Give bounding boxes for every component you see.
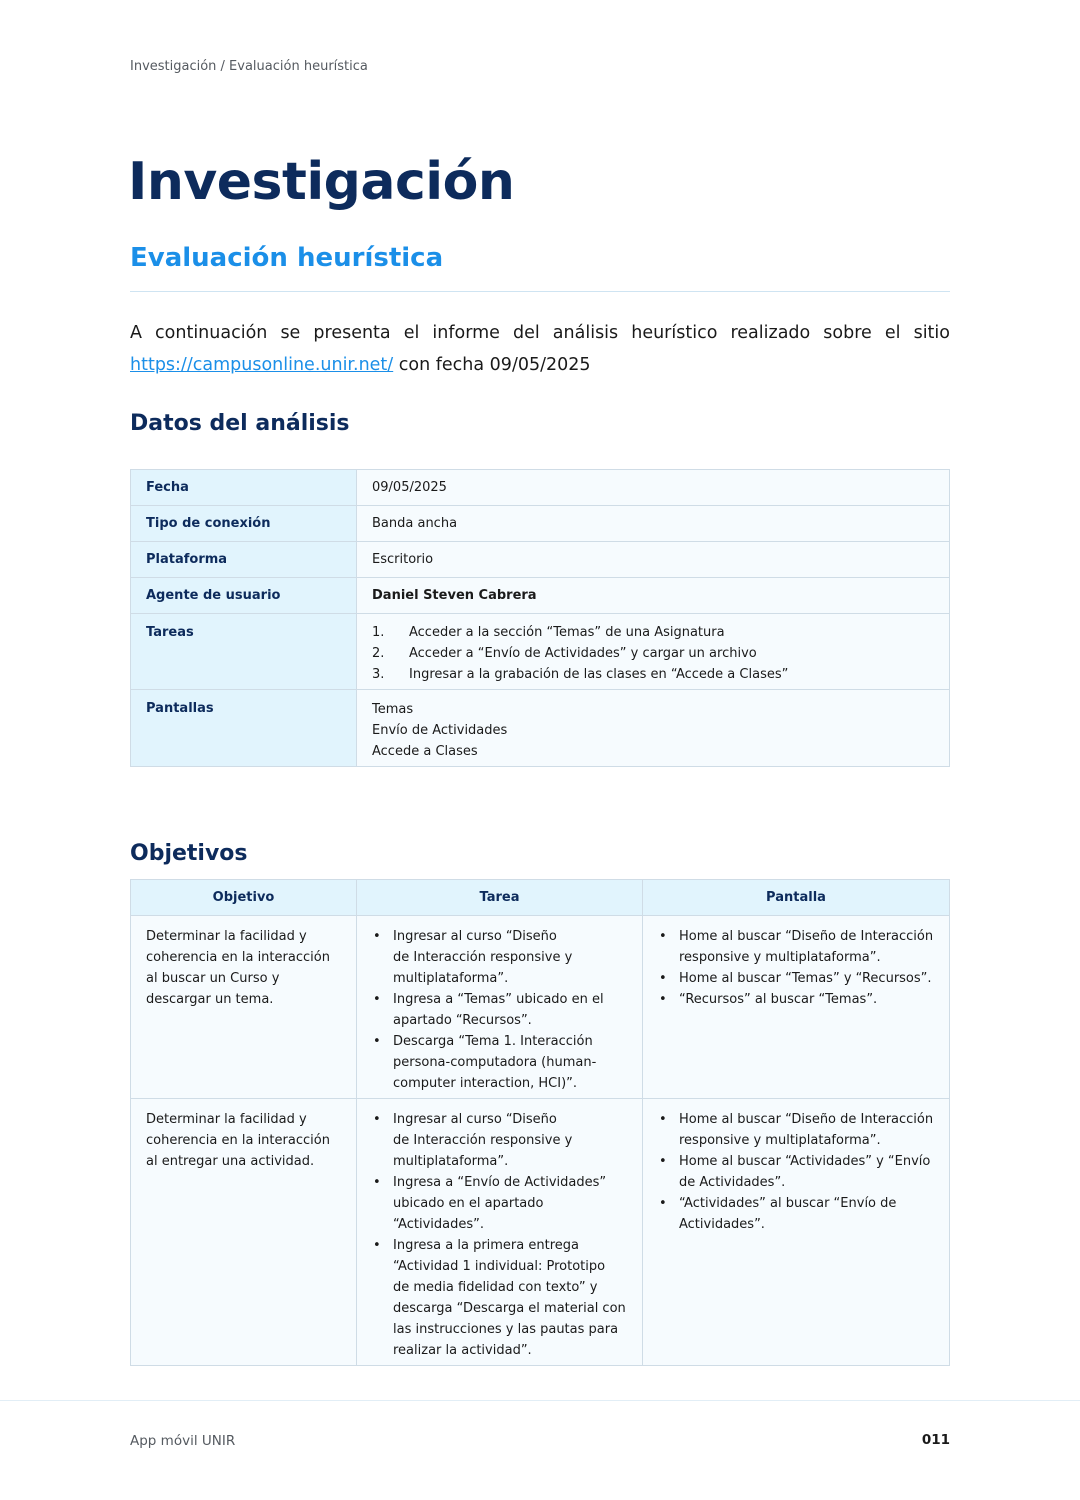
list-item	[372, 989, 628, 1031]
objetivos-body	[131, 916, 950, 1366]
list-item	[372, 1172, 628, 1235]
pantallas-list	[658, 1109, 934, 1235]
pantallas-list	[658, 926, 934, 1010]
list-text-line: responsive y multiplataforma”.	[679, 1133, 881, 1148]
list-text-line: ubicado en el apartado	[393, 1196, 544, 1211]
bullet-icon: •	[659, 1112, 667, 1127]
list-text-line: de Interacción responsive y	[393, 1133, 573, 1148]
list-text: Ingresar a la grabación de las clases en “Accede a Clases”	[409, 667, 789, 682]
footer-divider	[0, 1400, 1080, 1401]
pantallas-cell	[643, 916, 950, 1099]
list-text-line: responsive y multiplataforma”.	[679, 950, 881, 965]
col-header-objetivo: Objetivo	[131, 880, 357, 916]
page-number: 011	[921, 1432, 950, 1448]
list-text-line: “Actividades”.	[393, 1217, 484, 1232]
bullet-icon: •	[373, 992, 381, 1007]
pantallas-cell	[643, 1099, 950, 1366]
list-text-line: Descarga “Tema 1. Interacción	[393, 1034, 593, 1049]
objetivo-line: descargar un tema.	[146, 992, 274, 1007]
tareas-list	[372, 1109, 628, 1361]
bullet-icon: •	[659, 1154, 667, 1169]
list-text: Acceder a la sección “Temas” de una Asignatura	[409, 625, 725, 640]
plataforma-value: Escritorio	[357, 542, 950, 578]
list-text	[393, 1109, 572, 1172]
list-item	[658, 989, 934, 1010]
table-row	[131, 1099, 950, 1366]
objetivo-line: Determinar la facilidad y	[146, 1112, 307, 1127]
list-text-line: persona-computadora (human-	[393, 1055, 597, 1070]
bullet-icon: •	[373, 929, 381, 944]
list-text-line: Home al buscar “Diseño de Interacción	[679, 1112, 934, 1127]
list-text	[393, 989, 604, 1031]
list-text-line: multiplataforma”.	[393, 1154, 509, 1169]
list-text-line: Home al buscar “Temas” y “Recursos”.	[679, 971, 932, 986]
list-text-line: Ingresa a la primera entrega	[393, 1238, 579, 1253]
list-text-line: Actividades”.	[679, 1217, 765, 1232]
agente-label: Agente de usuario	[131, 578, 357, 614]
tareas-list	[372, 622, 934, 685]
table-row	[131, 614, 950, 690]
list-text-line: Home al buscar “Actividades” y “Envío	[679, 1154, 931, 1169]
list-text: Acceder a “Envío de Actividades” y cargar un archivo	[409, 646, 757, 661]
list-text-line: computer interaction, HCI)”.	[393, 1076, 578, 1091]
bullet-icon: •	[373, 1034, 381, 1049]
list-text-line: Ingresa a “Envío de Actividades”	[393, 1175, 607, 1190]
list-text-line: Ingresa a “Temas” ubicado en el	[393, 992, 604, 1007]
intro-paragraph	[130, 317, 950, 381]
page-title: Investigación	[128, 152, 515, 212]
table-row	[131, 916, 950, 1099]
objetivo-line: Determinar la facilidad y	[146, 929, 307, 944]
tareas-value	[357, 614, 950, 690]
pantalla-item: Temas	[372, 702, 414, 717]
list-item	[372, 1235, 628, 1361]
list-item	[658, 1193, 934, 1235]
list-text-line: Home al buscar “Diseño de Interacción	[679, 929, 934, 944]
conexion-value: Banda ancha	[357, 506, 950, 542]
footer-title: App móvil UNIR	[130, 1433, 236, 1449]
list-item	[372, 1031, 628, 1094]
list-text	[393, 1235, 626, 1361]
objetivos-table	[130, 879, 950, 1366]
list-text-line: “Actividad 1 individual: Prototipo	[393, 1259, 606, 1274]
list-text-line: “Recursos” al buscar “Temas”.	[679, 992, 878, 1007]
list-text-line: Ingresar al curso “Diseño	[393, 1112, 557, 1127]
table-row	[131, 506, 950, 542]
list-text	[679, 1193, 896, 1235]
agente-value	[357, 578, 950, 614]
bullet-icon: •	[373, 1175, 381, 1190]
table-row	[131, 578, 950, 614]
pantallas-value	[357, 690, 950, 767]
plataforma-label: Plataforma	[131, 542, 357, 578]
tareas-list	[372, 926, 628, 1094]
fecha-value: 09/05/2025	[357, 470, 950, 506]
table-row	[131, 470, 950, 506]
datos-table	[130, 469, 950, 767]
list-text	[679, 989, 877, 1010]
list-item	[658, 968, 934, 989]
bullet-icon: •	[659, 929, 667, 944]
list-item	[658, 1109, 934, 1151]
bullet-icon: •	[659, 1196, 667, 1211]
list-number: 2.	[372, 646, 385, 661]
list-text	[679, 926, 933, 968]
bullet-icon: •	[373, 1238, 381, 1253]
objetivos-heading: Objetivos	[130, 841, 248, 866]
bullet-icon: •	[659, 971, 667, 986]
list-item	[372, 664, 934, 685]
campus-link[interactable]: https://campusonline.unir.net/	[130, 355, 394, 375]
objetivo-line: al entregar una actividad.	[146, 1154, 315, 1169]
list-item	[372, 1109, 628, 1172]
list-item	[372, 926, 628, 989]
list-text-line: Ingresar al curso “Diseño	[393, 929, 557, 944]
tareas-cell	[357, 1099, 643, 1366]
list-text-line: de Interacción responsive y	[393, 950, 573, 965]
conexion-label: Tipo de conexión	[131, 506, 357, 542]
col-header-pantalla: Pantalla	[643, 880, 950, 916]
list-text	[679, 968, 932, 989]
list-text-line: de Actividades”.	[679, 1175, 786, 1190]
list-number: 3.	[372, 667, 385, 682]
intro-text-after: con fecha 09/05/2025	[393, 355, 591, 375]
agente-name: Daniel Steven Cabrera	[372, 588, 537, 603]
list-item	[658, 926, 934, 968]
list-item	[372, 622, 934, 643]
page-subtitle: Evaluación heurística	[130, 243, 444, 273]
pantallas-label: Pantallas	[131, 690, 357, 767]
list-item	[658, 1151, 934, 1193]
bullet-icon: •	[659, 992, 667, 1007]
objetivo-cell	[131, 1099, 357, 1366]
list-text-line: multiplataforma”.	[393, 971, 509, 986]
bullet-icon: •	[373, 1112, 381, 1127]
objetivo-line: coherencia en la interacción	[146, 1133, 330, 1148]
list-text-line: “Actividades” al buscar “Envío de	[679, 1196, 897, 1211]
list-text	[393, 1031, 596, 1094]
list-text-line: las instrucciones y las pautas para	[393, 1322, 619, 1337]
list-text	[393, 1172, 606, 1235]
col-header-tarea: Tarea	[357, 880, 643, 916]
tareas-cell	[357, 916, 643, 1099]
list-text-line: apartado “Recursos”.	[393, 1013, 532, 1028]
fecha-label: Fecha	[131, 470, 357, 506]
intro-text-before: A continuación se presenta el informe del análisis heurístico realizado sobre el sitio	[130, 323, 950, 343]
table-row	[131, 542, 950, 578]
list-text-line: realizar la actividad”.	[393, 1343, 532, 1358]
pantalla-item: Envío de Actividades	[372, 723, 508, 738]
objetivo-line: coherencia en la interacción	[146, 950, 330, 965]
objetivo-line: al buscar un Curso y	[146, 971, 280, 986]
datos-heading: Datos del análisis	[130, 411, 350, 436]
list-number: 1.	[372, 625, 385, 640]
divider	[130, 291, 950, 292]
table-header-row	[131, 880, 950, 916]
list-text-line: descarga “Descarga el material con	[393, 1301, 626, 1316]
objetivo-cell	[131, 916, 357, 1099]
tareas-label: Tareas	[131, 614, 357, 690]
list-text	[679, 1151, 930, 1193]
list-text	[679, 1109, 933, 1151]
list-item	[372, 643, 934, 664]
list-text	[393, 926, 572, 989]
table-row	[131, 690, 950, 767]
pantalla-item: Accede a Clases	[372, 744, 478, 759]
list-text-line: de media fidelidad con texto” y	[393, 1280, 598, 1295]
breadcrumb: Investigación / Evaluación heurística	[130, 59, 368, 74]
